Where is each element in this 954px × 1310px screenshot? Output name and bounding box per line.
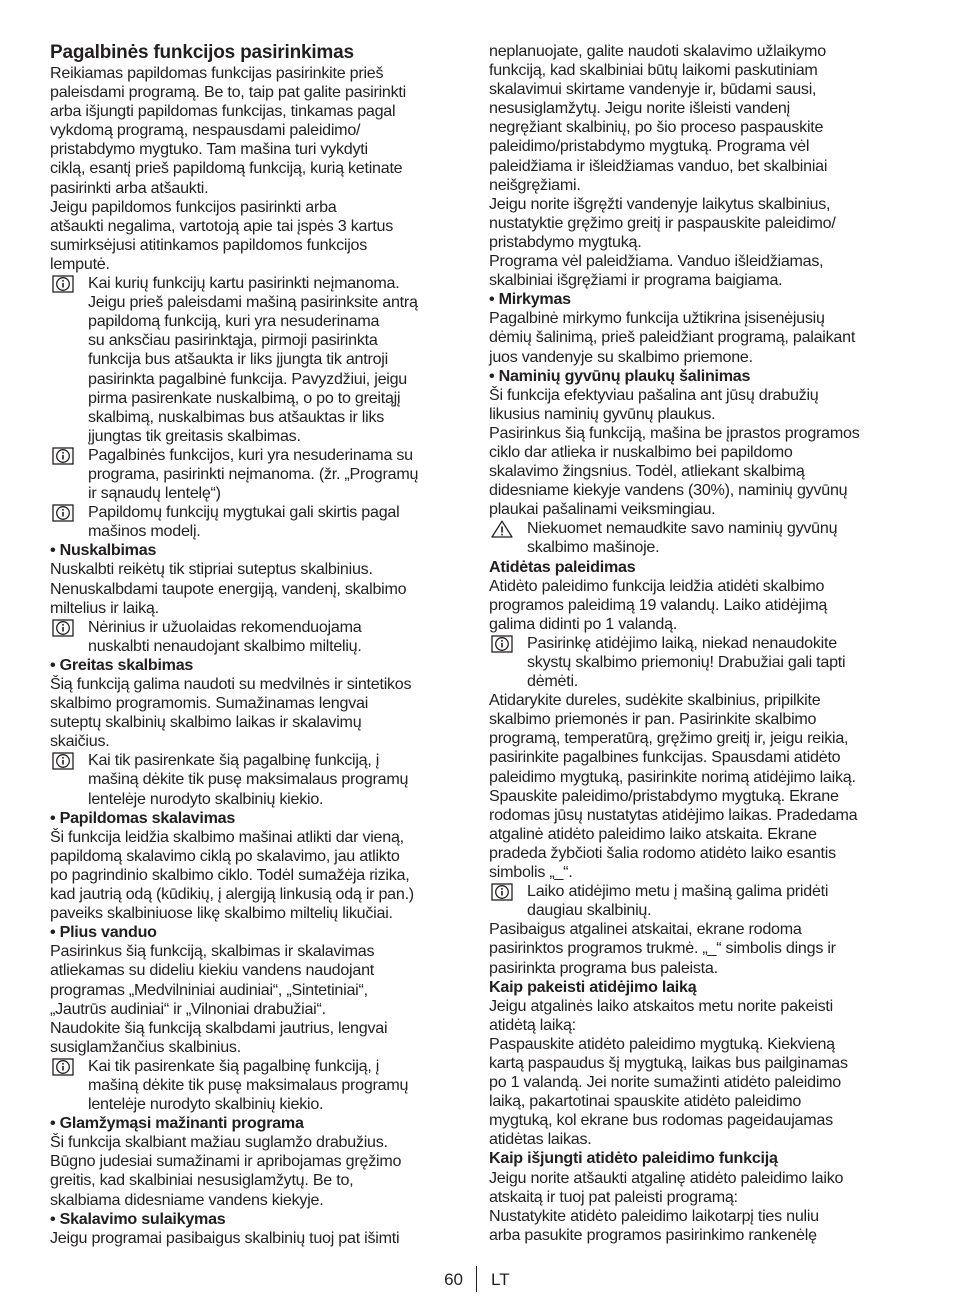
text-line: lentelėje nurodyto skalbinių kiekio. xyxy=(88,789,324,808)
paragraph xyxy=(50,1229,460,1248)
text-line: neišgręžiami. xyxy=(489,175,581,194)
info-icon xyxy=(52,752,74,770)
paragraph xyxy=(50,1019,460,1057)
text-line: juos vandenyje su skalbimo priemone. xyxy=(489,347,753,366)
info-icon xyxy=(52,447,74,465)
text-line: negręžiant skalbinių, po šio proceso paspauskite xyxy=(489,118,824,137)
info-icon xyxy=(491,635,513,653)
text-line: dėmių šalinimą, prieš paleidžiant programą, palaikant xyxy=(489,328,856,347)
text-line: plaukai pašalinami veiksmingiau. xyxy=(489,500,716,519)
text-line: pirma pasirenkate nuskalbimą, o po to greitąjį xyxy=(88,388,401,407)
info-note xyxy=(489,634,909,691)
text-line: nuskalbti nenaudojant skalbimo miltelių. xyxy=(88,636,362,655)
paragraph xyxy=(489,997,909,1035)
text-line: atgalinė atidėto paleidimo laiko atskaita. Ekrane xyxy=(489,824,817,843)
text-line: Nenuskalbdami taupote energiją, vandenį, skalbimo xyxy=(50,579,407,598)
text-line: programą, temperatūrą, gręžimo greitį ir, jeigu reikia, xyxy=(489,729,849,748)
text-line: programos paleidimą 19 valandų. Laiko atidėjimą xyxy=(489,595,828,614)
text-line: skalavimui skirtame vandenyje ir, būdami sausi, xyxy=(489,80,817,99)
subheading-kaip-isjungti: Kaip išjungti atidėto paleidimo funkciją xyxy=(489,1149,778,1168)
paragraph xyxy=(489,920,909,977)
text-line: susiglamžančius skalbinius. xyxy=(50,1037,241,1056)
info-icon xyxy=(491,883,513,901)
text-line: Pasirinkus šią funkciją, skalbimas ir skalavimas xyxy=(50,942,375,961)
text-line: simbolis „_“. xyxy=(489,863,573,882)
text-line: Paspauskite atidėto paleidimo mygtuką. Kiekvieną xyxy=(489,1034,835,1053)
text-line: Spauskite paleidimo/pristabdymo mygtuką. Ekrane xyxy=(489,786,839,805)
text-line: lemputė. xyxy=(50,254,110,273)
paragraph xyxy=(489,424,909,519)
text-line: Pagalbinė mirkymo funkcija užtikrina įsisenėjusių xyxy=(489,309,825,328)
text-line: Pasirinkę atidėjimo laiką, niekad nenaudokite xyxy=(527,633,837,652)
paragraph xyxy=(50,675,460,751)
info-icon xyxy=(52,275,74,293)
info-icon xyxy=(52,619,74,637)
text-line: Būgno judesiai sumažinami ir apribojamas gręžimo xyxy=(50,1152,402,1171)
text-line: po 1 valandą. Jei norite sumažinti atidėto paleidimo xyxy=(489,1073,842,1092)
text-line: lentelėje nurodyto skalbinių kiekio. xyxy=(88,1095,324,1114)
info-note xyxy=(50,503,460,541)
left-column xyxy=(50,42,460,1248)
subheading-mirkymas: • Mirkymas xyxy=(489,290,571,309)
page-number: 60 xyxy=(444,1270,463,1289)
text-line: Atidarykite dureles, sudėkite skalbinius, pripilkite xyxy=(489,691,821,710)
paragraph xyxy=(50,942,460,1018)
text-line: įjungtas tik greitasis skalbimas. xyxy=(88,426,301,445)
paragraph xyxy=(50,1133,460,1209)
info-note xyxy=(50,618,460,656)
text-line: nesusiglamžytų. Jeigu norite išleisti vandenį xyxy=(489,99,790,118)
text-line: Nustatykite atidėto paleidimo laikotarpį ties nuliu xyxy=(489,1206,819,1225)
text-line: funkciją, kad skalbiniai būtų laikomi paskutiniam xyxy=(489,61,818,80)
text-line: sumirksėjusi atitinkamos papildomos funkcijos xyxy=(50,235,368,254)
text-line: rodomas jūsų nustatytas atidėjimo laikas. Pradedama xyxy=(489,805,858,824)
paragraph xyxy=(489,386,909,424)
text-line: ciklą, esantį prieš papildomą funkciją, kurią ketinate xyxy=(50,159,403,178)
text-line: Jeigu papildomos funkcijos pasirinkti arba xyxy=(50,197,337,216)
paragraph xyxy=(489,691,909,882)
subheading-atidetas-paleidimas: Atidėtas paleidimas xyxy=(489,557,636,576)
text-line: pasirinkti arba atšaukti. xyxy=(50,178,209,197)
text-line: Jeigu norite atšaukti atgalinę atidėto paleidimo laiko xyxy=(489,1168,844,1187)
text-line: Jeigu atgalinės laiko atskaitos metu norite pakeisti xyxy=(489,996,833,1015)
text-line: nustatyktie gręžimo greitį ir paspauskite paleidimo/ xyxy=(489,213,836,232)
warning-note xyxy=(489,519,909,557)
text-line: galima didinti po 1 valandą. xyxy=(489,614,678,633)
text-line: paleidimo/pristabdymo mygtuką. Programa vėl xyxy=(489,137,810,156)
subheading-kaip-pakeisti: Kaip pakeisti atidėjimo laiką xyxy=(489,977,697,996)
text-line: pristabdymo mygtuką. xyxy=(489,232,642,251)
text-line: Pasirinkus šią funkciją, mašina be įprastos programos xyxy=(489,423,860,442)
text-line: skystų skalbimo priemonių! Drabužiai gali tapti xyxy=(527,653,846,671)
info-note xyxy=(50,751,460,808)
text-line: dėmėti. xyxy=(527,672,579,691)
paragraph xyxy=(489,309,909,366)
text-line: pradeda žybčioti šalia rodomo atidėto laiko esantis xyxy=(489,843,836,862)
text-line: funkcija bus atšaukta ir liks įjungta tik antroji xyxy=(88,350,388,369)
text-line: Naudokite šią funkciją skalbdami jautrius, lengvai xyxy=(50,1018,388,1037)
text-line: mašiną dėkite tik pusę maksimalaus programų xyxy=(88,770,409,789)
text-line: paleidžiama ir išleidžiamas vanduo, bet skalbiniai xyxy=(489,156,828,175)
paragraph xyxy=(50,828,460,923)
text-line: „Jautrūs audiniai“ ir „Vilnoniai drabužiai“. xyxy=(50,999,326,1018)
note-text xyxy=(527,882,909,920)
text-line: skalbiniai išgręžiami ir programa baigiama. xyxy=(489,271,783,290)
info-note xyxy=(50,274,460,446)
note-text xyxy=(88,1057,460,1114)
text-line: Nuskalbti reikėtų tik stipriai suteptus skalbinius. xyxy=(50,560,373,579)
text-line: po pagrindinio skalbimo ciklo. Todėl sumažėja rizika, xyxy=(50,865,410,884)
text-line: Kai kurių funkcijų kartu pasirinkti neįmanoma. xyxy=(88,274,400,293)
text-line: arba pasukite programos pasirinkimo rankenėlę xyxy=(489,1225,817,1244)
text-line: papildomą skalavimo ciklą po skalavimo, jau atlikto xyxy=(50,846,400,865)
text-line: mygtuką, kol ekrane bus rodomas pageidaujamas xyxy=(489,1111,833,1130)
text-line: Programa vėl paleidžiama. Vanduo išleidžiamas, xyxy=(489,252,824,271)
text-line: likusius naminių gyvūnų plaukus. xyxy=(489,404,716,423)
text-line: daugiau skalbinių. xyxy=(527,901,652,920)
text-line: pristabdymo mygtuko. Tam mašina turi vykdyti xyxy=(50,140,368,159)
text-line: didesniame kiekyje vandens (30%), naminių gyvūnų xyxy=(489,481,848,500)
info-note xyxy=(50,446,460,503)
text-line: Nėrinius ir užuolaidas rekomenduojama xyxy=(88,617,362,636)
text-line: Pagalbinės funkcijos, kuri yra nesuderinama su xyxy=(88,445,413,464)
right-column xyxy=(489,42,909,1245)
warning-text xyxy=(527,519,909,557)
text-line: skalbiama didesniame vandens kiekyje. xyxy=(50,1190,324,1209)
text-line: Atidėto paleidimo funkcija leidžia atidėti skalbimo xyxy=(489,576,825,595)
text-line: Niekuomet nemaudkite savo naminių gyvūnų xyxy=(527,519,838,538)
subheading-naminiu-gyvunu: • Naminių gyvūnų plaukų šalinimas xyxy=(489,366,751,385)
text-line: skalbimo priemonės ir pan. Pasirinkite skalbimo xyxy=(489,710,817,729)
text-line: pasirinktos programos trukmė. „_“ simbolis dings ir xyxy=(489,939,836,958)
footer-divider xyxy=(476,1266,477,1292)
text-line: Kai tik pasirenkate šią pagalbinę funkciją, į xyxy=(88,751,380,770)
text-line: pasirinkta programa bus paleista. xyxy=(489,958,718,977)
subheading-glamzymasi: • Glamžymąsi mažinanti programa xyxy=(50,1114,304,1133)
text-line: vykdomą programą, nespausdami paleidimo/ xyxy=(50,121,361,140)
paragraph xyxy=(50,64,460,198)
paragraph xyxy=(50,560,460,617)
language-code: LT xyxy=(491,1270,510,1289)
text-line: skalbimo programomis. Sumažinamas lengvai xyxy=(50,694,369,713)
text-line: mašiną dėkite tik pusę maksimalaus programų xyxy=(88,1075,409,1094)
text-line: Jeigu norite išgręžti vandenyje laikytus skalbinius, xyxy=(489,194,831,213)
text-line: Ši funkcija leidžia skalbimo mašinai atlikti dar vieną, xyxy=(50,827,404,846)
text-line: ir sąnaudų lentelę“) xyxy=(88,484,221,503)
text-line: Laiko atidėjimo metu į mašiną galima pridėti xyxy=(527,882,829,901)
text-line: pasirinkite pagalbines funkcijas. Spausdami atidėto xyxy=(489,748,841,767)
text-line: atliekamas su dideliu kiekiu vandens naudojant xyxy=(50,961,375,980)
text-line: skalbimą, nuskalbimas bus atšauktas ir liks xyxy=(88,407,385,426)
paragraph xyxy=(489,1207,909,1245)
section-title: Pagalbinės funkcijos pasirinkimas xyxy=(50,42,354,63)
paragraph xyxy=(50,198,460,274)
text-line: skalbimo mašinoje. xyxy=(527,538,660,557)
text-line: paleidimo mygtuką, pasirinkite norimą atidėjimo laiką. xyxy=(489,767,856,786)
note-text xyxy=(88,751,460,808)
info-note xyxy=(50,1057,460,1114)
paragraph xyxy=(489,42,909,195)
paragraph xyxy=(489,252,909,290)
text-line: ciklo dar atlieka ir nuskalbimo bei papildomo xyxy=(489,442,793,461)
text-line: miltelius ir laiką. xyxy=(50,598,159,617)
note-text xyxy=(88,618,460,656)
text-line: Jeigu prieš paleisdami mašiną pasirinksite antrą xyxy=(88,293,418,312)
text-line: atšaukti negalima, vartotoją apie tai įspės 3 kartus xyxy=(50,216,394,235)
text-line: atskaitą ir tuoj pat paleisti programą: xyxy=(489,1187,738,1206)
text-line: greitis, kad skalbiniai nesusiglamžytų. Be to, xyxy=(50,1171,354,1190)
warning-icon xyxy=(491,520,513,538)
subheading-nuskalbimas: • Nuskalbimas xyxy=(50,541,157,560)
text-line: su anksčiau pasirinktąja, pirmoji pasirinkta xyxy=(88,331,378,350)
text-line: pasirinkta pagalbinė funkcija. Pavyzdžiui, jeigu xyxy=(88,369,408,388)
text-line: Pasibaigus atgalinei atskaitai, ekrane rodoma xyxy=(489,920,802,939)
text-line: Jeigu programai pasibaigus skalbinių tuoj pat išimti xyxy=(50,1228,400,1247)
text-line: Šią funkciją galima naudoti su medvilnės ir sintetikos xyxy=(50,675,412,693)
paragraph xyxy=(489,577,909,634)
paragraph xyxy=(489,195,909,252)
note-text xyxy=(88,503,460,541)
text-line: kad jautrią odą (kūdikių, į alergiją linkusią odą ir pan.) xyxy=(50,885,414,904)
paragraph xyxy=(489,1169,909,1207)
text-line: Papildomų funkcijų mygtukai gali skirtis pagal xyxy=(88,503,400,522)
text-line: programa, pasirinkti neįmanoma. (žr. „Programų xyxy=(88,464,419,483)
paragraph xyxy=(489,1035,909,1150)
text-line: papildomą funkciją, kuri yra nesuderinama xyxy=(88,312,380,331)
text-line: skalavimo žingsnius. Todėl, atliekant skalbimą xyxy=(489,462,805,481)
text-line: kartą paspaudus šį mygtuką, laikas bus pailginamas xyxy=(489,1053,848,1072)
subheading-greitas-skalbimas: • Greitas skalbimas xyxy=(50,655,194,674)
note-text xyxy=(88,274,460,446)
text-line: Ši funkcija efektyviau pašalina ant jūsų drabužių xyxy=(489,385,819,404)
subheading-skalavimo-sulaikymas: • Skalavimo sulaikymas xyxy=(50,1209,226,1228)
info-icon xyxy=(52,504,74,522)
text-line: laiką, pakartotinai spauskite atidėto paleidimo xyxy=(489,1092,802,1111)
note-text xyxy=(88,446,460,503)
text-line: paleisdami programą. Be to, taip pat galite pasirinkti xyxy=(50,83,406,102)
text-line: programas „Medvilniniai audiniai“, „Sintetiniai“, xyxy=(50,980,368,999)
text-line: Kai tik pasirenkate šią pagalbinę funkciją, į xyxy=(88,1056,380,1075)
text-line: Reikiamas papildomas funkcijas pasirinkite prieš xyxy=(50,64,384,82)
text-line: paveiks skalbiniuose likę skalbimo miltelių likučiai. xyxy=(50,904,393,923)
text-line: neplanuojate, galite naudoti skalavimo užlaikymo xyxy=(489,42,826,60)
info-note xyxy=(489,882,909,920)
text-line: mašinos modelį. xyxy=(88,522,201,541)
subheading-plius-vanduo: • Plius vanduo xyxy=(50,923,157,942)
text-line: atidėtas laikas. xyxy=(489,1130,592,1149)
subheading-papildomas-skalavimas: • Papildomas skalavimas xyxy=(50,808,236,827)
text-line: atidėtą laiką: xyxy=(489,1015,576,1034)
text-line: arba išjungti papildomas funkcijas, tinkamas pagal xyxy=(50,102,396,121)
text-line: suteptų skalbinių skalbimo laikas ir skalavimų xyxy=(50,713,362,732)
info-icon xyxy=(52,1058,74,1076)
note-text xyxy=(527,634,909,691)
text-line: Ši funkcija skalbiant mažiau suglamžo drabužius. xyxy=(50,1133,388,1152)
text-line: skaičius. xyxy=(50,732,110,751)
